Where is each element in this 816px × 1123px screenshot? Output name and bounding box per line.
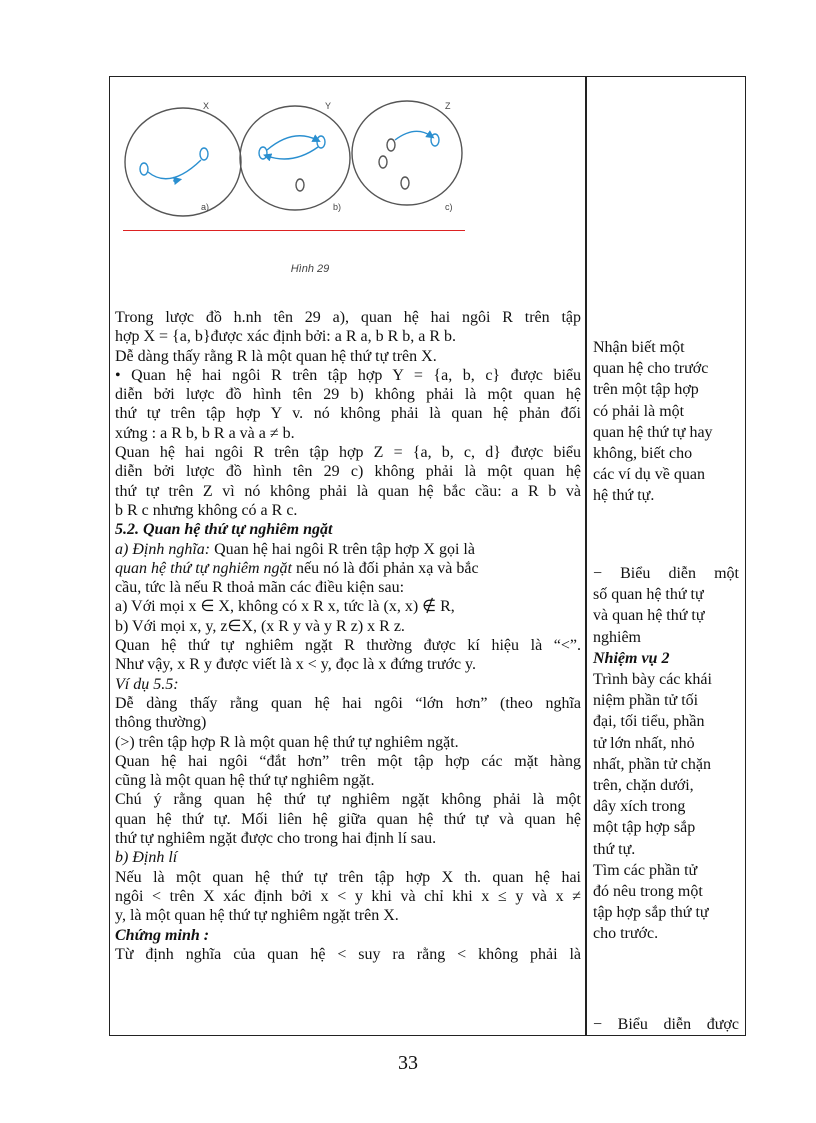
right-line: nhất, phần tử chặn xyxy=(593,755,711,773)
diagram-c xyxy=(352,101,462,205)
right-line: thứ tự. xyxy=(593,840,636,858)
text-line: (>) trên tập hợp R là một quan hệ thứ tự nghiêm ngặt. xyxy=(115,733,459,751)
text-line: xứng : a R b, b R a và a ≠ b. xyxy=(115,424,295,442)
label-c: c) xyxy=(445,202,453,212)
right-line: − Biểu diễn một xyxy=(593,565,739,582)
right-line: có phải là một xyxy=(593,402,685,420)
text-line: thứ tự trên Z vì nó không phải là quan hệ bắc cầu: a R b và xyxy=(115,482,581,500)
text-line: Chú ý rằng quan hệ thứ tự nghiêm ngặt không phải là một xyxy=(115,791,581,809)
text-line: Từ định nghĩa của quan hệ < suy ra rằng < không phải là xyxy=(115,945,581,963)
definition-term: quan hệ thứ tự nghiêm ngặt xyxy=(115,559,292,577)
right-line: tập hợp sắp thứ tự xyxy=(593,904,709,922)
right-line: quan hệ cho trước xyxy=(593,360,709,378)
label-b: b) xyxy=(333,202,342,212)
page-number: 33 xyxy=(398,1052,418,1074)
definition-text: Quan hệ hai ngôi R trên tập hợp X gọi là xyxy=(210,540,475,558)
relation-diagram-figure xyxy=(115,90,475,290)
definition-line xyxy=(115,540,581,559)
right-last-line: − Biểu diễn được xyxy=(593,1016,739,1033)
proof-heading: Chứng minh : xyxy=(115,926,210,944)
left-column xyxy=(115,308,581,964)
right-line: Trình bày các khái xyxy=(593,671,712,689)
right-line: Nhận biết một xyxy=(593,339,685,356)
right-line: cho trước. xyxy=(593,925,659,943)
example-heading: Ví dụ 5.5: xyxy=(115,675,179,693)
red-rule-line xyxy=(123,230,465,231)
text-line: Quan hệ thứ tự nghiêm ngặt R thường được kí hiệu là “<”. xyxy=(115,637,581,655)
right-block-1 xyxy=(593,337,739,507)
right-line: Tìm các phần tử xyxy=(593,861,698,879)
text-line: diễn bởi lược đồ hình tên 29 c) không phải là một quan hệ xyxy=(115,463,581,481)
text-line: Quan hệ hai ngôi “đắt hơn” trên một tập hợp các mặt hàng xyxy=(115,752,581,770)
definition-text-2: nếu nó là đối phản xạ và bắc xyxy=(292,559,479,577)
label-z: Z xyxy=(445,101,451,111)
right-line: một tập hợp sắp xyxy=(593,819,696,837)
diagram-b xyxy=(240,106,350,210)
definition-line-2 xyxy=(115,559,581,578)
text-line: cũng là một quan hệ thứ tự nghiêm ngặt. xyxy=(115,772,375,790)
text-line: Trong lược đồ h.nh tên 29 a), quan hệ hai ngôi R trên tập xyxy=(115,309,581,326)
right-line: đó nêu trong một xyxy=(593,883,703,901)
right-line: số quan hệ thứ tự xyxy=(593,586,704,604)
text-line: diễn bởi lược đồ hình tên 29 b) không phải là một quan hệ xyxy=(115,386,581,404)
section-heading: 5.2. Quan hệ thứ tự nghiêm ngặt xyxy=(115,521,333,539)
text-line: thứ tự nghiêm ngặt được cho trong hai định lí sau. xyxy=(115,830,437,848)
right-line: nghiêm xyxy=(593,628,641,646)
text-line: thông thường) xyxy=(115,714,207,732)
right-line: hệ thứ tự. xyxy=(593,487,655,505)
text-line: Quan hệ hai ngôi R trên tập hợp Z = {a, b, c, d} được biểu xyxy=(115,444,581,462)
diagram-a xyxy=(125,108,241,216)
right-block-2 xyxy=(593,563,739,945)
text-line: cầu, tức là nếu R thoả mãn các điều kiện sau: xyxy=(115,579,405,597)
text-line: Dễ dàng thấy rằng quan hệ hai ngôi “lớn hơn” (theo nghĩa xyxy=(115,694,581,712)
column-divider xyxy=(585,76,587,1036)
definition-label: a) Định nghĩa: xyxy=(115,540,211,558)
right-line: trên, chặn dưới, xyxy=(593,777,694,795)
theorem-heading: b) Định lí xyxy=(115,849,178,867)
text-line: thứ tự trên tập hợp Y v. nó không phải là quan hệ phản đối xyxy=(115,405,581,423)
right-line: dây xích trong xyxy=(593,798,686,816)
label-x: X xyxy=(203,101,210,111)
right-line: trên một tập hợp xyxy=(593,381,699,399)
text-line: b) Với mọi x, y, z∈X, (x R y và y R z) x R z. xyxy=(115,617,405,635)
right-line: quan hệ thứ tự hay xyxy=(593,423,713,441)
label-a: a) xyxy=(201,202,210,212)
text-line: ngôi < trên X xác định bởi x < y khi và chỉ khi x ≤ y và x ≠ xyxy=(115,887,581,905)
right-line: tử lớn nhất, nhỏ xyxy=(593,734,695,752)
figure-caption: Hình 29 xyxy=(290,263,330,275)
label-y: Y xyxy=(325,101,332,111)
task-heading: Nhiệm vụ 2 xyxy=(593,649,670,667)
text-line: Nếu là một quan hệ thứ tự trên tập hợp X th. quan hệ hai xyxy=(115,868,581,886)
text-line: y, là một quan hệ thứ tự nghiêm ngặt trên X. xyxy=(115,907,399,925)
text-line: b R c nhưng không có a R c. xyxy=(115,501,298,519)
text-line: hợp X = {a, b}được xác định bởi: a R a, b R b, a R b. xyxy=(115,328,457,346)
right-line: niệm phần tử tối xyxy=(593,692,699,710)
text-line: Dễ dàng thấy rằng R là một quan hệ thứ tự trên X. xyxy=(115,347,437,365)
text-line: Như vậy, x R y được viết là x < y, đọc là x đứng trước y. xyxy=(115,656,477,674)
text-line: a) Với mọi x ∈ X, không có x R x, tức là (x, x) ∉ R, xyxy=(115,598,455,616)
right-line: và quan hệ thứ tự xyxy=(593,607,705,625)
text-line: quan hệ thứ tự. Mối liên hệ giữa quan hệ thứ tự và quan hệ xyxy=(115,810,581,828)
right-line: không, biết cho xyxy=(593,445,693,463)
right-line: đại, tối tiểu, phần xyxy=(593,713,705,731)
right-line: các ví dụ về quan xyxy=(593,466,705,484)
text-line: • Quan hệ hai ngôi R trên tập hợp Y = {a, b, c} được biểu xyxy=(115,366,581,384)
